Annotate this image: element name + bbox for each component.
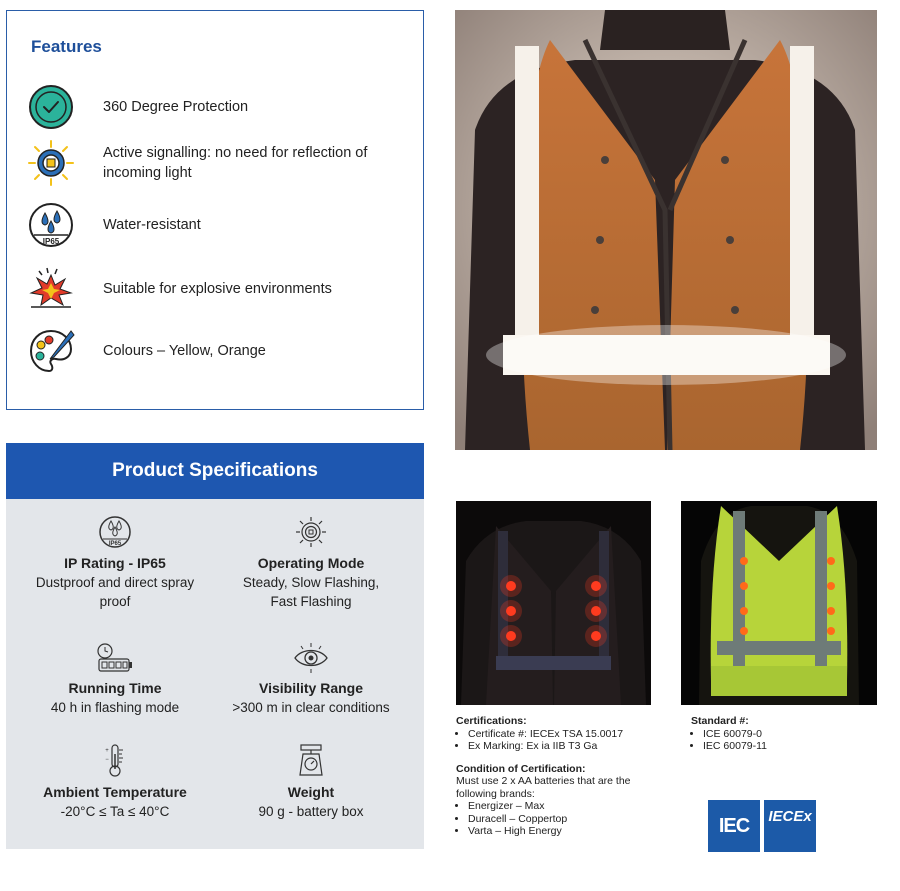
eye-icon: [291, 642, 331, 674]
svg-text:IP65: IP65: [42, 237, 60, 246]
feature-text: 360 Degree Protection: [103, 99, 249, 115]
spec-item: [216, 515, 406, 611]
check-circle-icon: [27, 83, 75, 131]
spec-desc: 90 g - battery box: [258, 804, 364, 819]
spec-title: Weight: [287, 784, 335, 800]
certifications-block: [456, 715, 666, 838]
spec-title: Operating Mode: [257, 555, 365, 571]
signal-light-icon: [27, 139, 75, 187]
condition-heading: Condition of Certification:: [456, 762, 586, 775]
features-panel: [6, 10, 424, 410]
spec-title: Running Time: [68, 680, 162, 696]
svg-text:IP65: IP65: [108, 541, 122, 547]
vest-photo-reflective: [455, 10, 877, 450]
battery-brand-item: • Duracell – Coppertop: [468, 813, 666, 826]
explosion-icon: [27, 265, 75, 313]
iecex-logo-text: IECEx: [768, 808, 812, 825]
vest-photo-yellow: [681, 501, 877, 705]
spec-desc: 40 h in flashing mode: [50, 700, 180, 715]
spec-item: [216, 742, 406, 821]
iec-logo-text: IEC: [718, 814, 750, 837]
standard-heading: Standard #:: [691, 715, 749, 727]
signal-light-icon: [294, 515, 328, 549]
feature-item: [27, 139, 403, 187]
certifications-heading: Certifications:: [456, 715, 527, 727]
specs-header: Product Specifications: [6, 443, 424, 499]
standard-item: • ICE 60079-0: [703, 728, 851, 741]
palette-icon: [27, 327, 75, 375]
ip65-icon: [98, 515, 132, 549]
feature-text: Water-resistant: [103, 217, 201, 233]
standard-block: [691, 715, 851, 753]
spec-item: [20, 515, 210, 611]
battery-clock-icon: [95, 642, 135, 674]
iec-logo: [708, 800, 760, 852]
iecex-logo: [764, 800, 816, 852]
svg-text:+: +: [105, 748, 109, 754]
battery-brand-item: • Varta – High Energy: [468, 825, 666, 838]
scale-icon: [294, 742, 328, 778]
thermometer-icon: [98, 742, 132, 778]
feature-text: Active signalling: no need for reflection of incoming light: [103, 145, 368, 181]
feature-item: [27, 265, 403, 313]
spec-desc: -20°C ≤ Ta ≤ 40°C: [60, 804, 170, 819]
svg-text:−: −: [105, 757, 109, 763]
spec-item: [20, 642, 210, 717]
condition-intro: Must use 2 x AA batteries that are the following brands:: [456, 775, 631, 800]
vest-photo-orange-dark: [456, 501, 651, 705]
feature-item: [27, 327, 403, 375]
spec-desc: Steady, Slow Flashing, Fast Flashing: [242, 575, 380, 609]
feature-item: [27, 83, 403, 131]
features-title: Features: [31, 37, 102, 56]
battery-brand-item: • Energizer – Max: [468, 800, 666, 813]
standard-item: • IEC 60079-11: [703, 740, 851, 753]
feature-text: Suitable for explosive environments: [103, 281, 332, 297]
specs-panel: [6, 499, 424, 849]
spec-item: [216, 642, 406, 717]
spec-title: Ambient Temperature: [43, 784, 187, 800]
feature-item: [27, 201, 403, 249]
certification-item: • Ex Marking: Ex ia IIB T3 Ga: [468, 740, 666, 753]
spec-title: Visibility Range: [259, 680, 363, 696]
certification-item: • Certificate #: IECEx TSA 15.0017: [468, 728, 666, 741]
spec-desc: >300 m in clear conditions: [232, 700, 390, 715]
spec-item: [20, 742, 210, 821]
spec-desc: Dustproof and direct spray proof: [35, 575, 195, 609]
feature-text: Colours – Yellow, Orange: [103, 343, 266, 359]
water-drops-ip65-icon: [27, 201, 75, 249]
spec-title: IP Rating - IP65: [64, 555, 166, 571]
